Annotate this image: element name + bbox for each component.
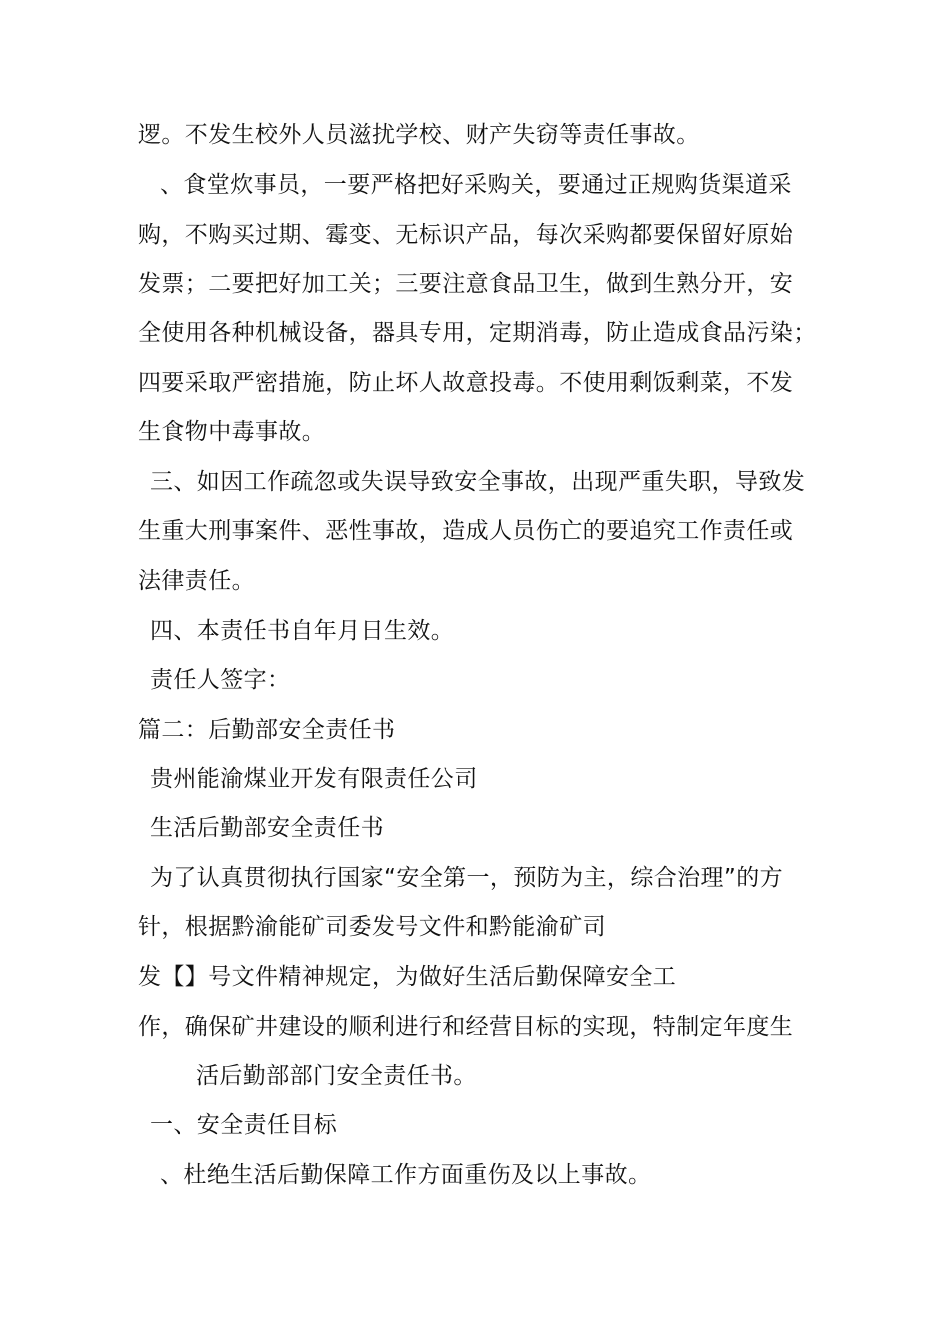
text-line-8: 三、如因工作疏忽或失误导致安全事故，出现严重失职，导致发 <box>150 469 806 495</box>
section-heading-2: 篇二：后勤部安全责任书 <box>138 717 396 743</box>
text-line-10: 法律责任。 <box>138 568 255 594</box>
text-line-2: 、食堂炊事员，一要严格把好采购关，要通过正规购货渠道采 <box>160 172 792 198</box>
subsection-heading-1: 一、安全责任目标 <box>150 1112 338 1138</box>
text-line-16: 为了认真贯彻执行国家“安全第一，预防为主，综合治理”的方 <box>150 865 784 891</box>
document-title: 生活后勤部安全责任书 <box>150 815 384 841</box>
text-line-7: 生食物中毒事故。 <box>138 419 326 445</box>
text-line-4: 发票；二要把好加工关；三要注意食品卫生，做到生熟分开，安 <box>138 271 794 297</box>
text-line-11: 四、本责任书自年月日生效。 <box>150 618 455 644</box>
text-line-6: 四要采取严密措施，防止坏人故意投毒。不使用剩饭剩菜，不发 <box>138 370 794 396</box>
text-line-12: 责任人签字： <box>150 667 291 693</box>
text-line-1: 逻。不发生校外人员滋扰学校、财产失窃等责任事故。 <box>138 122 700 148</box>
text-line-22: 、杜绝生活后勤保障工作方面重伤及以上事故。 <box>160 1162 652 1188</box>
text-line-9: 生重大刑事案件、恶性事故，造成人员伤亡的要追究工作责任或 <box>138 518 794 544</box>
text-line-18: 发【】号文件精神规定，为做好生活后勤保障安全工 <box>138 964 677 990</box>
text-line-3: 购，不购买过期、霉变、无标识产品，每次采购都要保留好原始 <box>138 222 794 248</box>
text-line-20: 活后勤部部门安全责任书。 <box>196 1063 477 1089</box>
company-name: 贵州能渝煤业开发有限责任公司 <box>150 766 478 792</box>
text-line-5: 全使用各种机械设备，器具专用，定期消毒，防止造成食品污染； <box>138 320 817 346</box>
text-line-17: 针，根据黔渝能矿司委发号文件和黔能渝矿司 <box>138 914 606 940</box>
text-line-19: 作，确保矿井建设的顺利进行和经营目标的实现，特制定年度生 <box>138 1014 794 1040</box>
